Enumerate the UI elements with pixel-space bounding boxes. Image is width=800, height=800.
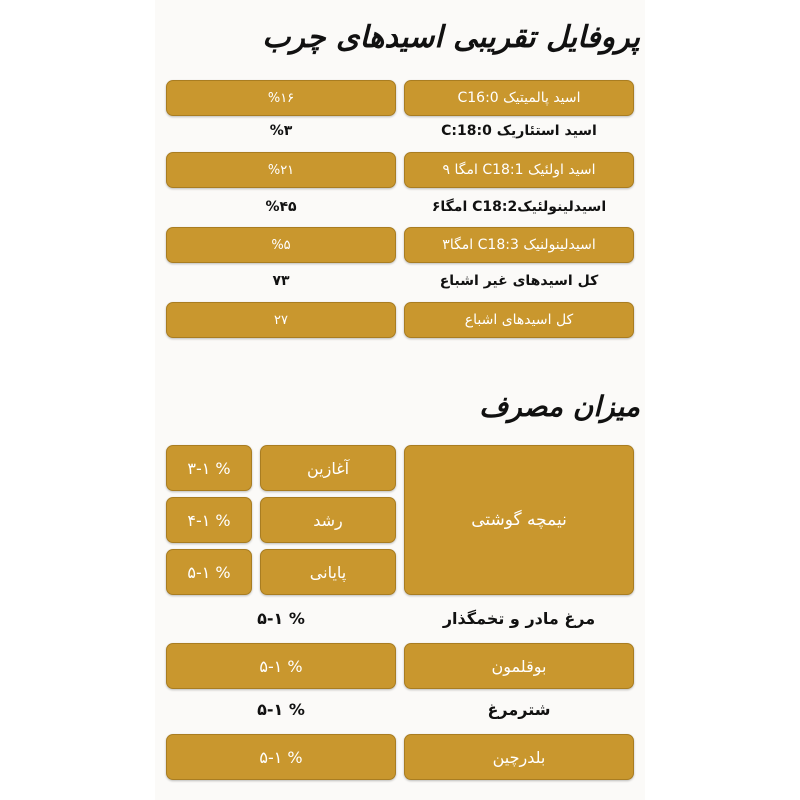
fatty-acid-label-total-saturated: کل اسیدهای اشباع: [404, 302, 634, 338]
fatty-acid-label-linolenic: اسیدلینولنیک C18:3 امگا۳: [404, 227, 634, 263]
fatty-acid-value-palmitic: %۱۶: [166, 80, 396, 116]
fatty-acid-label-linoleic: اسیدلینولئیکC18:2 امگا۶: [431, 199, 607, 215]
usage-label-quail: بلدرچین: [404, 734, 634, 780]
broiler-label: نیمچه گوشتی: [404, 445, 634, 595]
usage-value-breeder-layer: % ۵-۱: [257, 609, 305, 628]
broiler-stage-starter-label: آغازین: [260, 445, 396, 491]
broiler-stage-finisher-value: % ۵-۱: [166, 549, 252, 595]
usage-label-ostrich: شترمرغ: [487, 700, 551, 719]
fatty-acid-value-total-saturated: ۲۷: [166, 302, 396, 338]
broiler-stage-grower-label: رشد: [260, 497, 396, 543]
usage-value-turkey: % ۵-۱: [166, 643, 396, 689]
broiler-stage-starter-value: % ۳-۱: [166, 445, 252, 491]
fatty-acid-value-oleic: %۲۱: [166, 152, 396, 188]
usage-value-quail: % ۵-۱: [166, 734, 396, 780]
fatty-acid-label-total-unsaturated: کل اسیدهای غیر اشباع: [439, 273, 599, 289]
broiler-stage-grower-value: % ۴-۱: [166, 497, 252, 543]
broiler-stage-finisher-label: پایانی: [260, 549, 396, 595]
usage-label-breeder-layer: مرغ مادر و تخمگذار: [442, 609, 596, 628]
fatty-acid-label-palmitic: اسید پالمیتیک C16:0: [404, 80, 634, 116]
fatty-acid-value-stearic: %۳: [269, 123, 293, 139]
fatty-acid-label-oleic: اسید اولئیک C18:1 امگا ۹: [404, 152, 634, 188]
fatty-acid-profile-title: پروفایل تقریبی اسیدهای چرب: [262, 20, 640, 55]
fatty-acid-label-stearic: اسید استئاریک C:18:0: [441, 123, 597, 139]
usage-label-turkey: بوقلمون: [404, 643, 634, 689]
fatty-acid-value-linoleic: %۴۵: [265, 199, 297, 215]
usage-title: میزان مصرف: [479, 390, 640, 423]
usage-value-ostrich: % ۵-۱: [257, 700, 305, 719]
fatty-acid-value-total-unsaturated: ۷۳: [272, 273, 290, 289]
fatty-acid-value-linolenic: %۵: [166, 227, 396, 263]
